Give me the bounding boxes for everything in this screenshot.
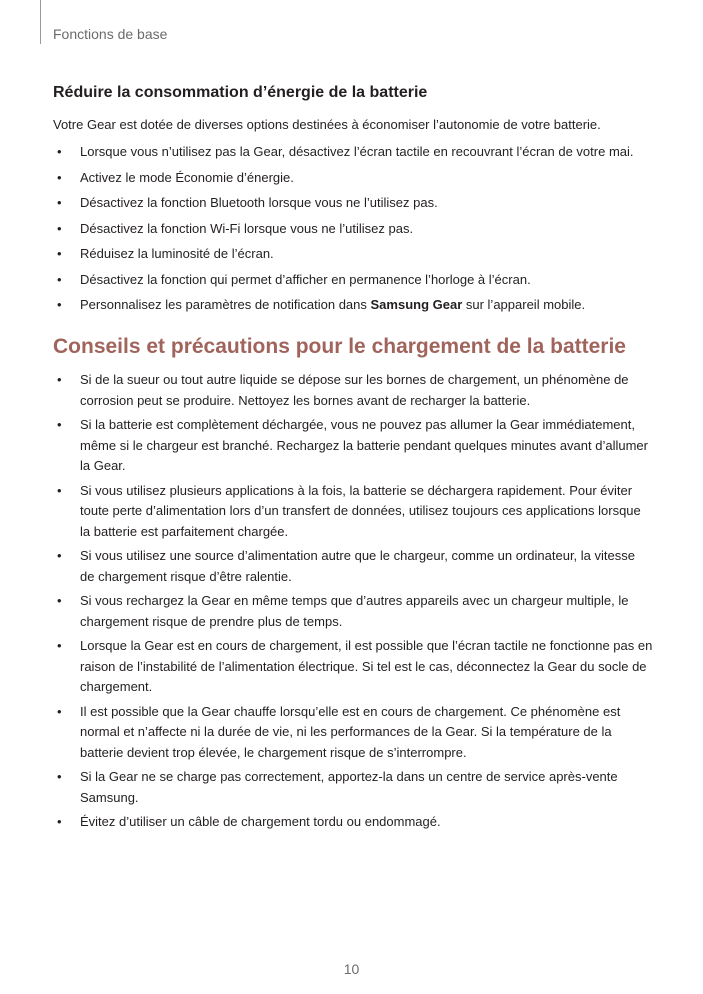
list-item-text: Réduisez la luminosité de l’écran. bbox=[80, 246, 274, 261]
bullet-icon: • bbox=[57, 169, 62, 185]
list-item bbox=[53, 812, 653, 833]
list-item bbox=[53, 636, 653, 698]
list-item bbox=[53, 193, 653, 214]
list-item bbox=[53, 270, 653, 291]
list-item bbox=[53, 415, 653, 477]
section-title-charging-tips: Conseils et précautions pour le chargement de la batterie bbox=[53, 335, 626, 358]
list-item-text: Si la Gear ne se charge pas correctement, apportez-la dans un centre de service après-vente Samsung. bbox=[80, 769, 618, 805]
list-item-text: Lorsque vous n’utilisez pas la Gear, désactivez l’écran tactile en recouvrant l’écran de votre mai. bbox=[80, 144, 634, 159]
bullet-icon: • bbox=[57, 593, 62, 608]
list-item-text: Il est possible que la Gear chauffe lorsqu’elle est en cours de chargement. Ce phénomène est normal et n’affecte ni la durée de vie, ni les performances de la Gear. Si la température de la batterie devient trop élevée, le chargement risque de s’interrompre. bbox=[80, 703, 621, 760]
list-item-text: Évitez d’utiliser un câble de chargement tordu ou endommagé. bbox=[80, 814, 441, 829]
bullet-icon: • bbox=[57, 638, 62, 653]
section-intro: Votre Gear est dotée de diverses options destinées à économiser l’autonomie de votre batterie. bbox=[53, 117, 601, 132]
bullet-icon: • bbox=[57, 246, 62, 261]
app-name-samsung-gear: Samsung Gear bbox=[370, 297, 463, 312]
list-item-text: Lorsque la Gear est en cours de chargement, il est possible que l’écran tactile ne fonctionne pas en raison de l’instabilité de l’alimentation électrique. Si tel est le cas, déconnectez la Gear du socle de chargement. bbox=[80, 638, 653, 694]
list-item bbox=[53, 546, 653, 587]
bullet-icon: • bbox=[57, 195, 62, 210]
bullet-icon: • bbox=[57, 814, 62, 829]
bullet-icon: • bbox=[57, 271, 62, 287]
list-item bbox=[53, 295, 653, 316]
bullet-icon: • bbox=[57, 769, 62, 784]
section-title-battery-saving: Réduire la consommation d’énergie de la batterie bbox=[53, 84, 428, 101]
list-item-text-before: Personnalisez les paramètres de notification dans bbox=[80, 297, 371, 312]
list-item bbox=[53, 168, 653, 189]
bullet-icon: • bbox=[57, 220, 62, 236]
list-item-text: Si vous rechargez la Gear en même temps que d’autres appareils avec un chargeur multiple, le chargement risque de prendre plus de temps. bbox=[80, 593, 629, 629]
list-item-text: Si vous utilisez plusieurs applications à la fois, la batterie se déchargera rapidement. Pour éviter toute perte d’alimentation lors d’un transfert de données, utilisez toujours ces applications lorsque la batterie est parfaitement chargée. bbox=[80, 482, 641, 539]
bullet-icon: • bbox=[57, 297, 62, 312]
list-item-text: Si la batterie est complètement déchargée, vous ne pouvez pas allumer la Gear immédiatement, même si le chargeur est branché. Rechargez la batterie pendant quelques minutes avant d’allumer la Gear. bbox=[80, 417, 648, 473]
list-item-text: Désactivez la fonction Bluetooth lorsque vous ne l’utilisez pas. bbox=[80, 195, 438, 210]
list-item bbox=[53, 142, 653, 163]
list-item-text: Si de la sueur ou tout autre liquide se dépose sur les bornes de chargement, un phénomène de corrosion peut se produire. Nettoyez les bornes avant de recharger la batterie. bbox=[80, 372, 629, 408]
bullet-icon: • bbox=[57, 417, 62, 432]
bullet-icon: • bbox=[57, 482, 62, 498]
list-item-text-after: sur l’appareil mobile. bbox=[462, 297, 586, 312]
bullet-icon: • bbox=[57, 703, 62, 719]
list-item bbox=[53, 591, 653, 632]
header-divider bbox=[40, 0, 41, 44]
list-item-text: Désactivez la fonction qui permet d’afficher en permanence l’horloge à l’écran. bbox=[80, 271, 531, 287]
list-item bbox=[53, 370, 653, 411]
list-item-text: Si vous utilisez une source d’alimentation autre que le chargeur, comme un ordinateur, la vitesse de chargement risque d’être ralentie. bbox=[80, 548, 635, 584]
charging-tips-list bbox=[53, 370, 653, 837]
running-header: Fonctions de base bbox=[53, 26, 168, 42]
page-number: 10 bbox=[343, 961, 360, 977]
list-item bbox=[53, 481, 653, 543]
bullet-icon: • bbox=[57, 548, 62, 563]
list-item-text: Désactivez la fonction Wi-Fi lorsque vous ne l’utilisez pas. bbox=[80, 220, 414, 236]
list-item-text: Activez le mode Économie d’énergie. bbox=[80, 169, 294, 185]
bullet-icon: • bbox=[57, 372, 62, 387]
list-item bbox=[53, 244, 653, 265]
list-item bbox=[53, 219, 653, 240]
list-item bbox=[53, 702, 653, 764]
bullet-icon: • bbox=[57, 144, 62, 159]
battery-saving-list bbox=[53, 142, 653, 321]
list-item bbox=[53, 767, 653, 808]
